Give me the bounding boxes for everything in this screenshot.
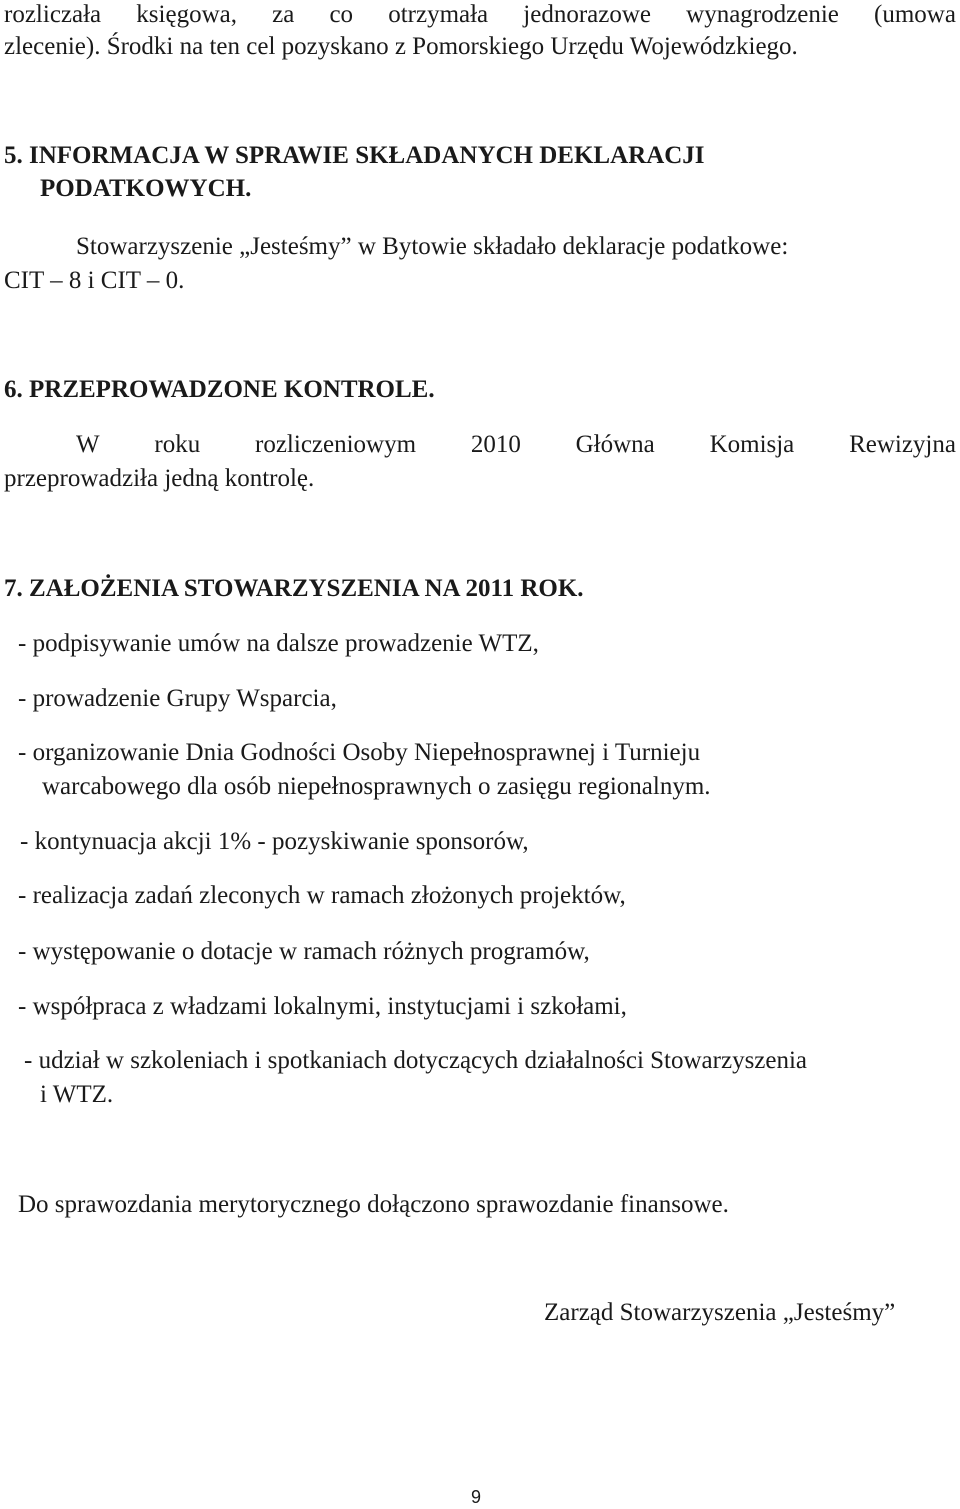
section-5-heading-line-2: PODATKOWYCH. [40, 175, 252, 202]
list-item-continuation: i WTZ. [40, 1081, 114, 1108]
intro-word: jednorazowe [523, 1, 652, 28]
section-6-word: 2010 [470, 431, 521, 458]
intro-word: za [272, 1, 295, 28]
list-item: - występowanie o dotacje w ramach różnych programów, [18, 938, 590, 965]
list-item: - kontynuacja akcji 1% - pozyskiwanie sponsorów, [20, 828, 529, 855]
list-item-continuation: warcabowego dla osób niepełnosprawnych o zasięgu regionalnym. [42, 773, 711, 800]
list-item: - współpraca z władzami lokalnymi, instytucjami i szkołami, [18, 993, 627, 1020]
list-item: - podpisywanie umów na dalsze prowadzenie WTZ, [18, 630, 539, 657]
intro-line-1 [4, 0, 956, 30]
intro-word: księgowa, [136, 1, 237, 28]
section-5-body-line-1: Stowarzyszenie „Jesteśmy” w Bytowie składało deklaracje podatkowe: [76, 233, 789, 260]
list-item: - organizowanie Dnia Godności Osoby Niepełnosprawnej i Turnieju [18, 739, 701, 766]
closing-sentence: Do sprawozdania merytorycznego dołączono sprawozdanie finansowe. [18, 1191, 729, 1218]
intro-word: rozliczała [4, 1, 102, 28]
list-item: - prowadzenie Grupy Wsparcia, [18, 685, 337, 712]
section-6-word: roku [154, 431, 201, 458]
signature: Zarząd Stowarzyszenia „Jesteśmy” [544, 1299, 896, 1326]
section-6-word: Rewizyjna [849, 431, 956, 458]
intro-line-2: zlecenie). Środki na ten cel pozyskano z Pomorskiego Urzędu Wojewódzkiego. [4, 33, 798, 60]
section-6-word: W [76, 431, 100, 458]
section-5-heading-line-1: 5. INFORMACJA W SPRAWIE SKŁADANYCH DEKLARACJI [4, 142, 705, 169]
intro-word: otrzymała [388, 1, 489, 28]
section-6-heading: 6. PRZEPROWADZONE KONTROLE. [4, 376, 435, 403]
intro-word: co [329, 1, 354, 28]
intro-word: (umowa [874, 1, 956, 28]
section-6-body-line-1 [76, 430, 956, 460]
list-item: - udział w szkoleniach i spotkaniach dotyczących działalności Stowarzyszenia [24, 1047, 808, 1074]
list-item: - realizacja zadań zleconych w ramach złożonych projektów, [18, 882, 626, 909]
section-6-word: Komisja [709, 431, 795, 458]
section-6-body-line-2: przeprowadziła jedną kontrolę. [4, 465, 315, 492]
section-6-word: Główna [575, 431, 655, 458]
intro-word: wynagrodzenie [686, 1, 839, 28]
page-number: 9 [471, 1487, 482, 1507]
section-6-word: rozliczeniowym [255, 431, 417, 458]
section-5-body-line-2: CIT – 8 i CIT – 0. [4, 267, 185, 294]
section-7-heading: 7. ZAŁOŻENIA STOWARZYSZENIA NA 2011 ROK. [4, 575, 584, 602]
